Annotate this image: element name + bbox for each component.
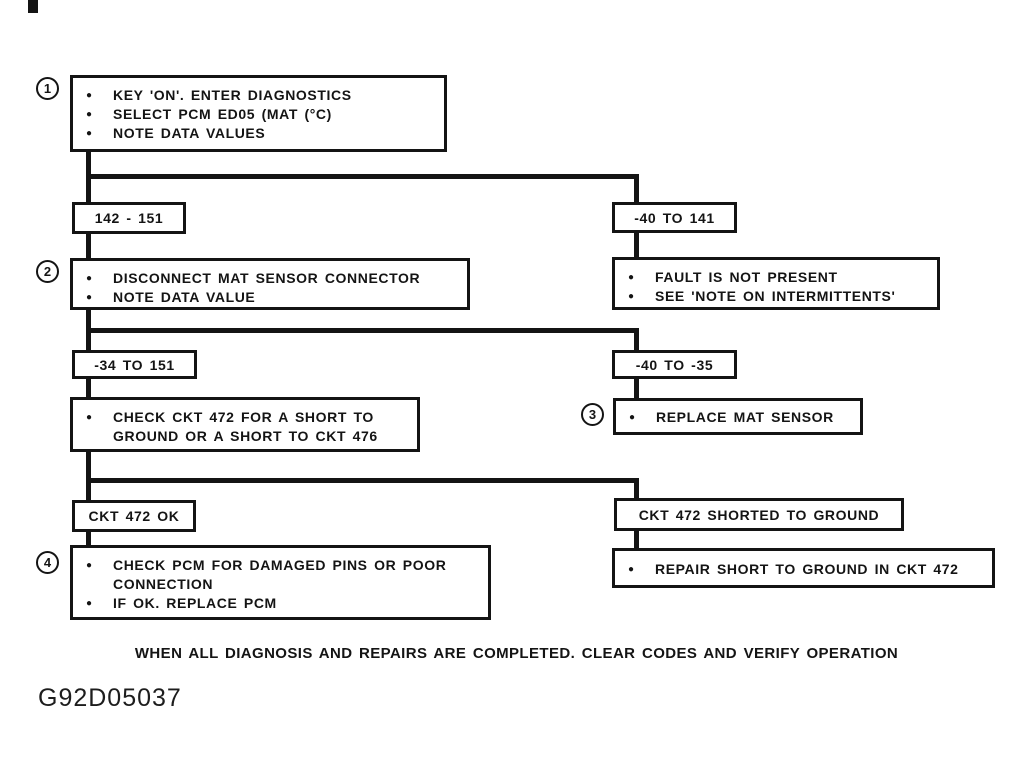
bullet-item	[629, 408, 854, 427]
branch-neg40-141-box	[612, 202, 737, 233]
step-2-number	[36, 260, 59, 283]
bullet-item	[86, 86, 438, 105]
step-number-label: 3	[588, 407, 597, 422]
branch-label: -40 TO 141	[634, 209, 715, 226]
step-number-label: 4	[43, 555, 52, 570]
bullet-icon: ●	[86, 128, 93, 139]
bullet-icon: ●	[86, 560, 93, 571]
bullet-item	[86, 288, 461, 307]
bullet-icon: ●	[86, 109, 93, 120]
branch-label: -40 TO -35	[635, 356, 714, 373]
bullet-text: CHECK PCM FOR DAMAGED PINS OR POOR CONNECTION	[113, 557, 447, 592]
bullet-text: NOTE DATA VALUE	[113, 289, 256, 305]
connector-level3-right-down	[634, 478, 639, 498]
figure-id-label: G92D05037	[38, 684, 182, 712]
bullet-icon: ●	[86, 273, 93, 284]
branch-label: CKT 472 SHORTED TO GROUND	[638, 506, 880, 523]
step-3-number	[581, 403, 604, 426]
step-1-box	[70, 75, 447, 152]
connector-checkckt-down	[86, 452, 91, 500]
bullet-text: REPLACE MAT SENSOR	[656, 409, 834, 425]
bullet-icon: ●	[628, 291, 635, 302]
bullet-text: KEY 'ON'. ENTER DIAGNOSTICS	[113, 87, 352, 103]
bullet-text: SEE 'NOTE ON INTERMITTENTS'	[655, 288, 896, 304]
bullet-item	[628, 287, 931, 306]
branch-neg34-151-box	[72, 350, 197, 379]
repair-short-box	[612, 548, 995, 588]
branch-label: 142 - 151	[94, 210, 164, 226]
bullet-icon: ●	[628, 272, 635, 283]
bullet-text: CHECK CKT 472 FOR A SHORT TO GROUND OR A SHORT TO CKT 476	[113, 409, 378, 444]
connector-branch2-left-down	[86, 379, 91, 398]
connector-level2-right-down	[634, 328, 639, 350]
connector-branch3-right-down	[634, 531, 639, 548]
branch-ckt472-ok-box	[72, 500, 196, 532]
connector-branch3-left-down	[86, 532, 91, 545]
bullet-text: REPAIR SHORT TO GROUND IN CKT 472	[655, 561, 959, 577]
scan-artifact-mark	[28, 0, 38, 13]
bullet-icon: ●	[86, 292, 93, 303]
connector-level1-horizontal	[86, 174, 639, 179]
bullet-icon: ●	[86, 598, 93, 609]
connector-level1-right-down	[634, 174, 639, 202]
bullet-item	[86, 269, 461, 288]
bullet-icon: ●	[629, 412, 636, 423]
connector-branch1-left-down	[86, 234, 91, 258]
bullet-item	[86, 105, 438, 124]
bullet-icon: ●	[628, 564, 635, 575]
bullet-text: FAULT IS NOT PRESENT	[655, 269, 838, 285]
fault-not-present-box	[612, 257, 940, 310]
connector-level2-horizontal	[86, 328, 639, 333]
bullet-item	[86, 594, 482, 613]
branch-neg40-neg35-box	[612, 350, 737, 379]
step-1-number	[36, 77, 59, 100]
bullet-item	[628, 268, 931, 287]
bullet-item	[86, 408, 411, 446]
step-number-label: 2	[43, 264, 52, 279]
branch-142-151-box	[72, 202, 186, 234]
connector-branch1-right-down	[634, 233, 639, 258]
bullet-icon: ●	[86, 90, 93, 101]
branch-label: -34 TO 151	[94, 356, 175, 373]
bullet-item	[628, 560, 986, 579]
bullet-text: DISCONNECT MAT SENSOR CONNECTOR	[113, 270, 421, 286]
bullet-icon: ●	[86, 412, 93, 423]
completion-note: WHEN ALL DIAGNOSIS AND REPAIRS ARE COMPLETED. CLEAR CODES AND VERIFY OPERATION	[134, 645, 899, 662]
step-2-box	[70, 258, 470, 310]
bullet-text: IF OK. REPLACE PCM	[113, 595, 277, 611]
check-ckt-472-box	[70, 397, 420, 452]
connector-branch2-right-down	[634, 379, 639, 398]
bullet-text: NOTE DATA VALUES	[113, 125, 266, 141]
step-4-box	[70, 545, 491, 620]
step-number-label: 1	[43, 81, 52, 96]
bullet-item	[86, 124, 438, 143]
bullet-item	[86, 556, 482, 594]
step-4-number	[36, 551, 59, 574]
branch-ckt472-shorted-box	[614, 498, 904, 531]
bullet-text: SELECT PCM ED05 (MAT (°C)	[113, 106, 332, 122]
connector-level3-horizontal	[86, 478, 639, 483]
branch-label: CKT 472 OK	[88, 508, 180, 524]
replace-mat-sensor-box	[613, 398, 863, 435]
